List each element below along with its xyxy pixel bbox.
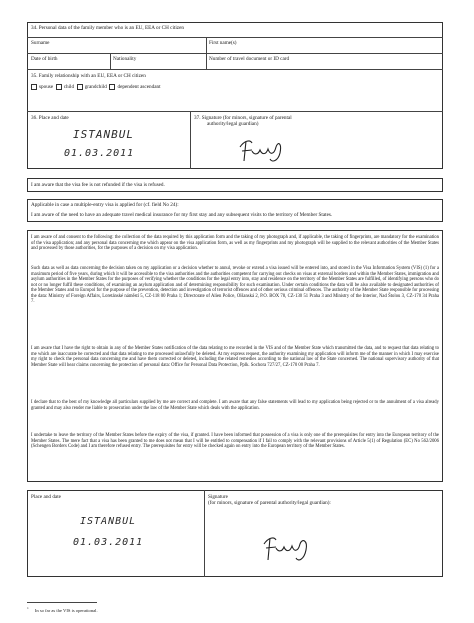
travel-doc-label: Number of travel document or ID card: [209, 56, 290, 62]
section-36-title: 36. Place and date: [31, 115, 69, 121]
handwritten-date: 01.03.2011: [64, 148, 135, 159]
insurance-line1: Applicable in case a multiple-entry visa is applied for (cf. field No 24):: [31, 202, 179, 208]
nationality-label: Nationality: [113, 56, 137, 62]
consent-paragraph-1: I am aware of and consent to the following: the collection of the data required by this application form and the taking of my photograph and, if applicable, the taking of fingerprints, are mandatory for the examination of the visa application; and any personal data concerning me which appear on the visa application form, as well as my fingerprints and my photograph will be supplied to the relevant authorities of the Member States and processed by those authorities, for the purposes of a decision on my visa application.: [31, 235, 439, 252]
grandchild-checkbox[interactable]: [77, 84, 83, 90]
footnote-rule: [27, 602, 97, 603]
consent-paragraph-3: I am aware that I have the right to obtain in any of the Member States notification of the data relating to me recorded in the VIS and of the Member State which transmitted the data, and to request that data relating to me which are inaccurate be corrected and that data relating to me processed unlawfully be deleted. At my express request, the authority examining my application will inform me of the manner in which I may exercise my right to check the personal data concerning me and have them corrected or deleted, including the related remedies according to the national law of the State concerned. The national supervisory authority of that Member State will hear claims concerning the protection of personal data: Office for Personal Data Protection, Pplk. Sochora 727/27, CZ-170 00 Praha 7.: [31, 346, 439, 368]
child-label: child: [63, 84, 75, 91]
relationship-options: [31, 84, 161, 90]
dob-label: Date of birth: [31, 56, 58, 62]
fee-notice-text: I am aware that the visa fee is not refunded if the visa is refused.: [31, 182, 165, 188]
footnote: [27, 605, 98, 614]
spouse-label: spouse: [39, 84, 54, 91]
section-37-title-line1: 37. Signature (for minors, signature of parental: [194, 115, 292, 121]
dependent-ascendant-label: dependent ascendant: [117, 84, 161, 91]
dependent-ascendant-checkbox[interactable]: [109, 84, 115, 90]
consent-paragraph-2: Such data as well as data concerning the decision taken on my application or a decision whether to annul, revoke or extend a visa issued will be entered into, and stored in the Visa Information System (VIS) (1) for a maximum period of five years, during which it will be accessible to the visa authorities and the authorities competent for carrying out checks on visas at external borders and within the Member States, immigration and asylum authorities in the Member States for the purposes of verifying whether the conditions for the legal entry into, stay and residence on the territory of the Member States are fulfilled, of identifying persons who do not or no longer fulfil these conditions, of examining an asylum application and of determining responsibility for such examination. Under certain conditions the data will be also available to designated authorities of the Member States and to Europol for the purpose of the prevention, detection and investigation of terrorist offences and of other serious criminal offences. The authority of the Member State responsible for processing the data: Ministry of Foreign Affairs, Loretánské náměstí 5, CZ-118 00 Praha 1; Directorate of Alien Police, Olšanská 2, P.O. BOX 78, CZ-130 51 Praha 3 and Ministry of the Interior, Nad Štolou 3, CZ-170 34 Praha 7.: [31, 266, 439, 305]
section-34-title: 34. Personal data of the family member who is an EU, EEA or CH citizen: [31, 25, 184, 31]
bottom-handwritten-place: ISTANBUL: [80, 516, 137, 527]
grandchild-label: grandchild: [84, 84, 107, 91]
signature-bottom: [260, 530, 314, 566]
bottom-handwritten-date: 01.03.2011: [73, 537, 144, 548]
bottom-signature-label-line1: Signature: [208, 494, 228, 500]
child-checkbox[interactable]: [56, 84, 62, 90]
surname-label: Surname: [31, 40, 50, 46]
signature-top: [236, 133, 286, 167]
spouse-checkbox[interactable]: [31, 84, 37, 90]
bottom-place-date-label: Place and date: [31, 494, 61, 500]
consent-paragraph-4: I declare that to the best of my knowledge all particulars supplied by me are correct and complete. I am aware that any false statements will lead to my application being rejected or to the annulment of a visa already granted and may also render me liable to prosecution under the law of the Member State which deals with the application.: [31, 400, 439, 411]
consent-paragraph-5: I undertake to leave the territory of the Member States before the expiry of the visa, if granted. I have been informed that possession of a visa is only one of the prerequisites for entry into the European territory of the Member States. The mere fact that a visa has been granted to me does not mean that I will be entitled to compensation if I fail to comply with the relevant provisions of Article 5(1) of Regulation (EC) No 562/2006 (Schengen Borders Code) and I am therefore refused entry. The prerequisites for entry will be checked again on entry into the European territory of the Member States.: [31, 433, 439, 450]
section-37-title-line2: authority/legal guardian): [207, 121, 259, 127]
footnote-text: In so far as the VIS is operational.: [34, 607, 98, 613]
footnote-marker: 1: [27, 606, 29, 610]
section-35-title: 35. Family relationship with an EU, EEA or CH citizen: [31, 73, 146, 79]
first-names-label: First name(s): [209, 40, 237, 46]
insurance-line2: I am aware of the need to have an adequate travel medical insurance for my first stay and any subsequent visits to the territory of Member States.: [31, 212, 333, 218]
handwritten-place: ISTANBUL: [73, 128, 134, 141]
bottom-signature-label-line2: (for minors, signature of parental authority/legal guardian):: [208, 500, 331, 506]
